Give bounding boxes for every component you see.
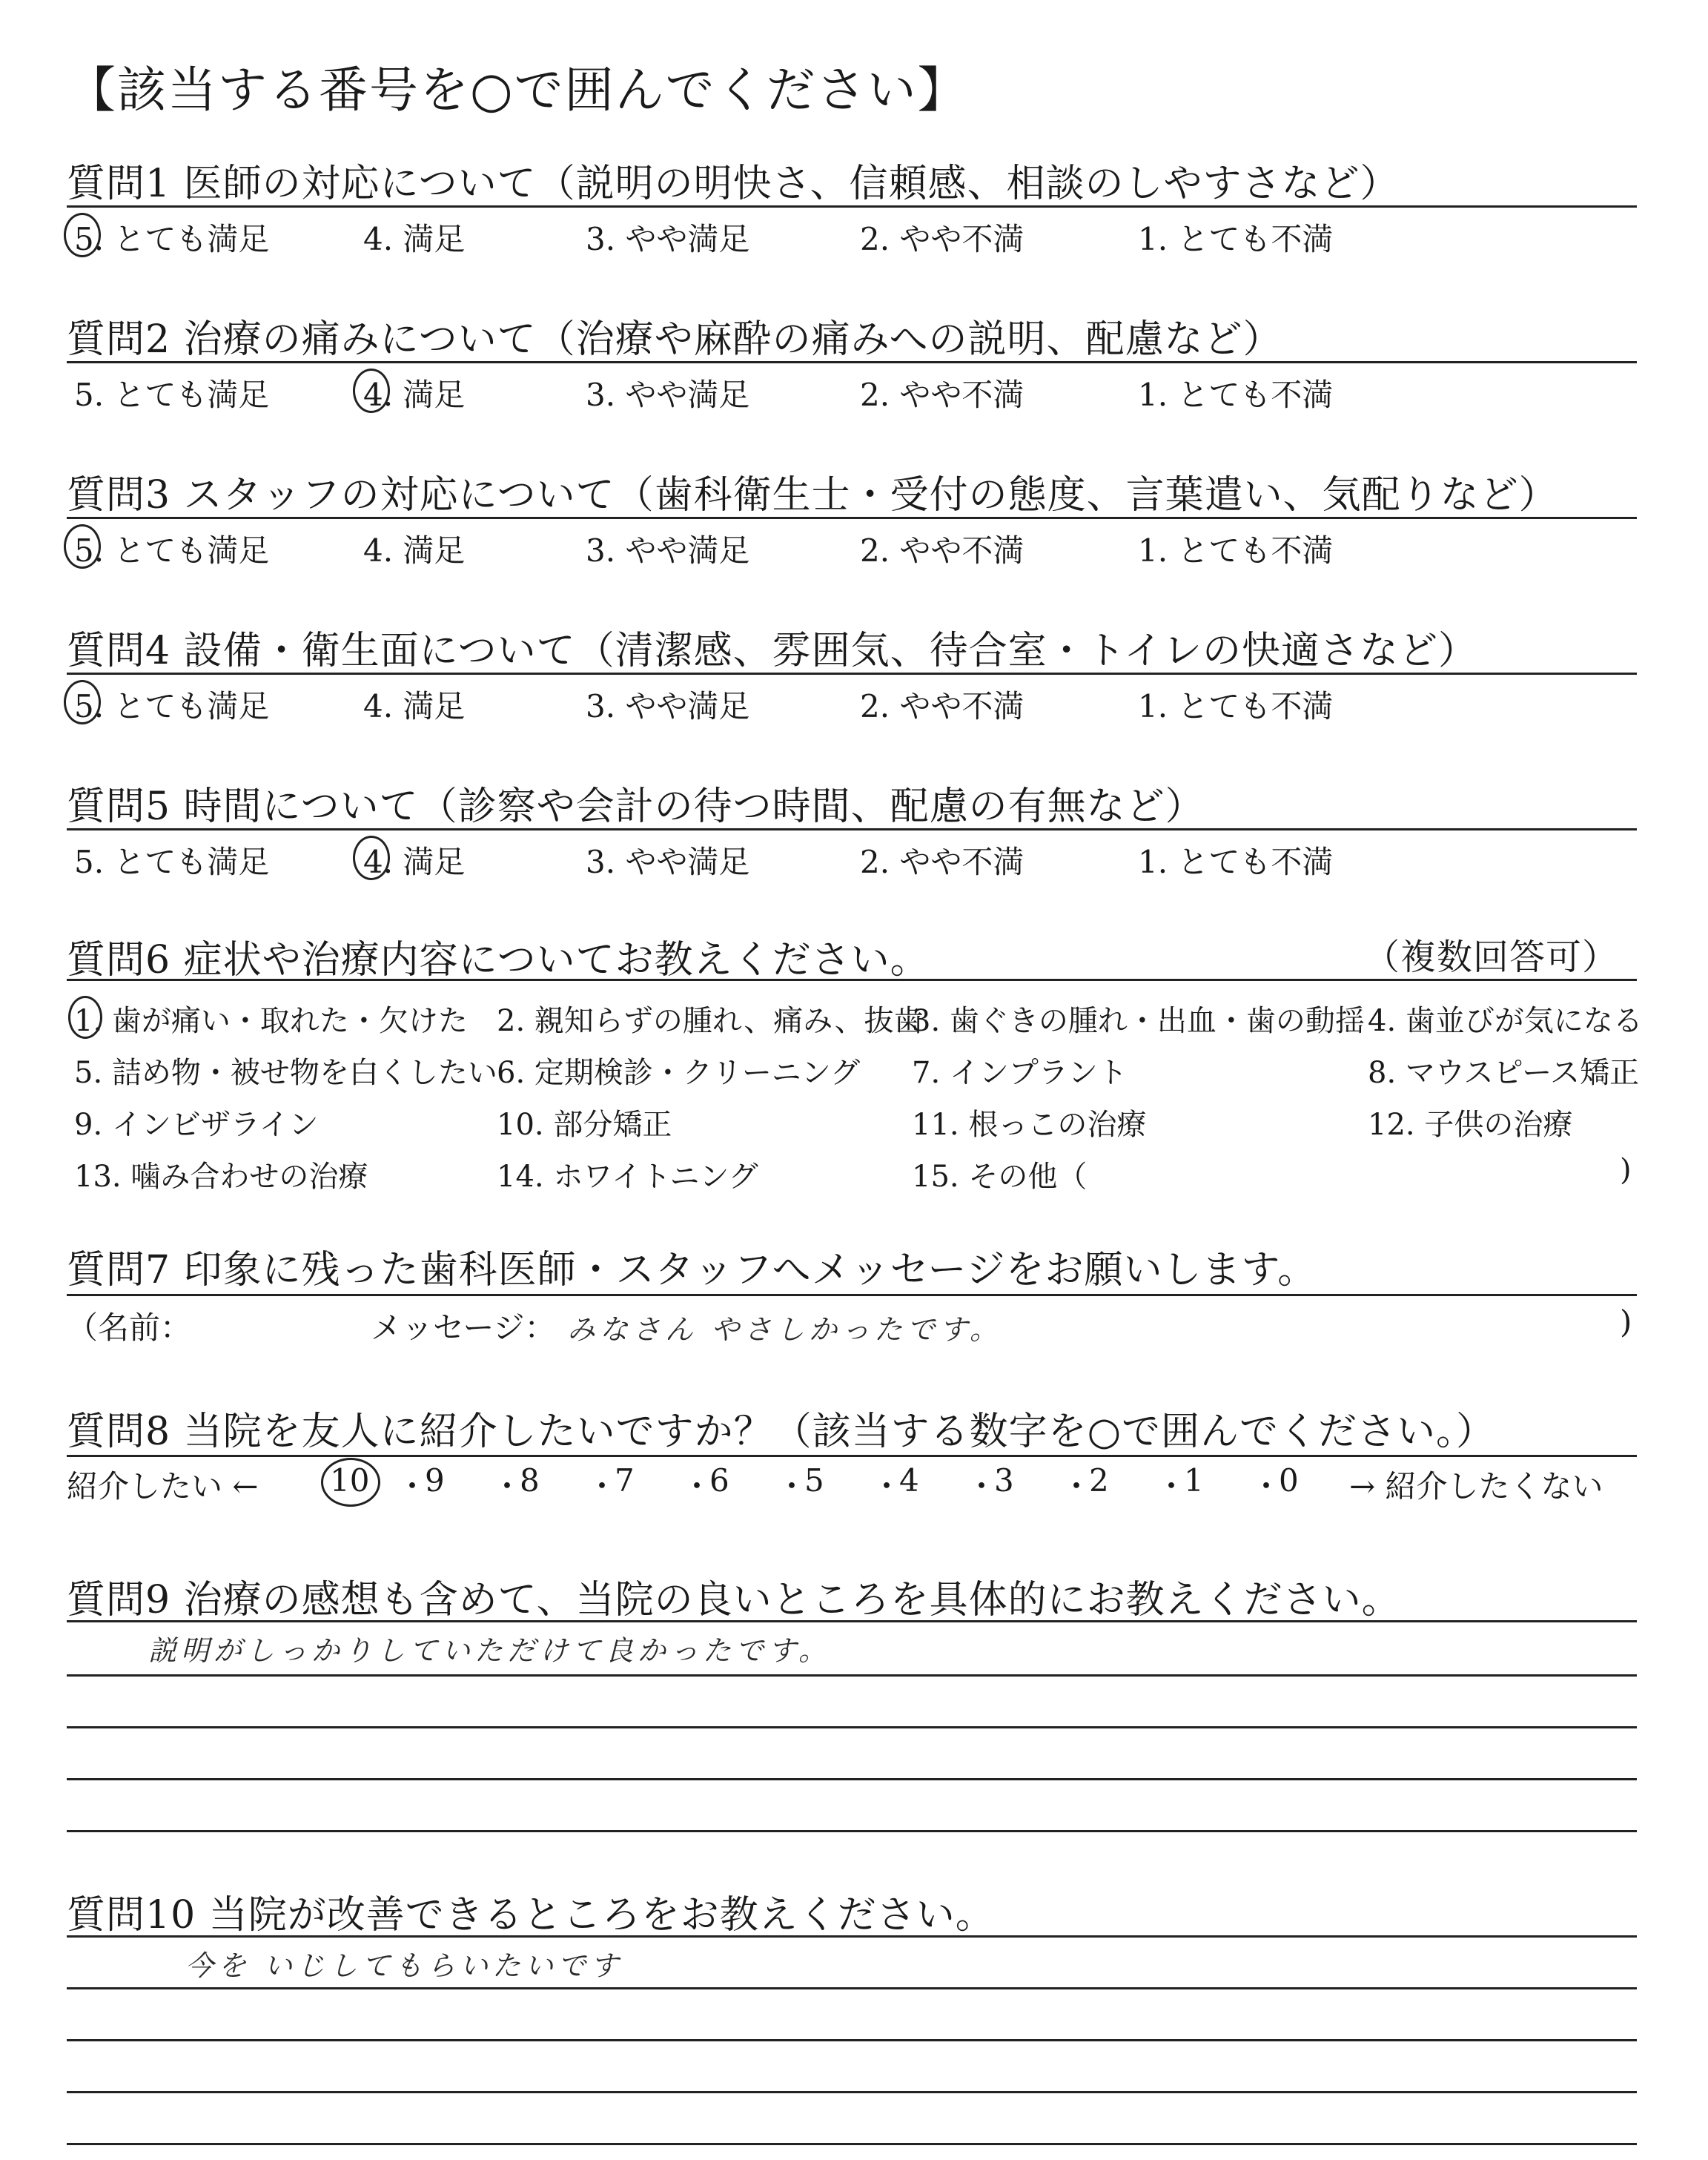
q6-item-11[interactable]: 11. 根っこの治療 — [912, 1108, 1147, 1142]
q8-scale-separator: ・ — [1251, 1468, 1282, 1505]
page-title: 【該当する番号を○で囲んでください】 — [67, 62, 968, 119]
q8-scale-separator: ・ — [1061, 1468, 1093, 1505]
q6-item-2[interactable]: 2. 親知らずの腫れ、痛み、抜歯 — [497, 1004, 924, 1038]
q1-label: 質問1 医師の対応について（説明の明快さ、信頼感、相談のしやすさなど） — [67, 162, 1400, 206]
q6-item-1[interactable]: 1. 歯が痛い・取れた・欠けた — [74, 1004, 468, 1038]
q3-answer-circle — [64, 524, 101, 569]
q6-item-5[interactable]: 5. 詰め物・被せ物を白くしたい — [74, 1056, 497, 1090]
q10-answer-handwritten: 今を いじしてもらいたいです — [185, 1949, 623, 1982]
q9-rule-1 — [67, 1620, 1637, 1622]
q1-option-1[interactable]: 1. とても不満 — [1138, 221, 1334, 257]
q9-rule-5 — [67, 1830, 1637, 1832]
q6-selected-circle — [68, 996, 102, 1039]
q4-answer-circle — [64, 680, 101, 724]
q5-option-5[interactable]: 5. とても満足 — [74, 844, 270, 880]
q3-option-2[interactable]: 2. やや不満 — [860, 532, 1025, 569]
q1-answer-circle — [64, 213, 101, 257]
q2-rule — [67, 361, 1637, 363]
q8-scale-8[interactable]: 8 — [520, 1462, 540, 1499]
q3-option-5[interactable]: 5. とても満足 — [74, 532, 270, 569]
q6-item-4[interactable]: 4. 歯並びが気になる — [1368, 1004, 1643, 1038]
q3-option-3[interactable]: 3. やや満足 — [586, 532, 750, 569]
q1-rule — [67, 205, 1637, 208]
q9-rule-4 — [67, 1778, 1637, 1780]
q9-label: 質問9 治療の感想も含めて、当院の良いところを具体的にお教えください。 — [67, 1578, 1401, 1622]
q1-option-3[interactable]: 3. やや満足 — [586, 221, 750, 257]
q9-answer-handwritten: 説明がしっかりしていただけて良かったです。 — [148, 1634, 831, 1667]
q8-scale-separator: ・ — [681, 1468, 713, 1505]
q6-item-9[interactable]: 9. インビザライン — [74, 1108, 319, 1142]
q6-item-3[interactable]: 3. 歯ぐきの腫れ・出血・歯の動揺 — [912, 1004, 1365, 1038]
q6-item-8[interactable]: 8. マウスピース矯正 — [1368, 1056, 1640, 1090]
q8-scale-10[interactable]: 10 — [330, 1462, 370, 1499]
q9-rule-2 — [67, 1674, 1637, 1677]
q6-note: （複数回答可） — [1364, 937, 1619, 978]
q3-rule — [67, 517, 1637, 519]
q1-option-4[interactable]: 4. 満足 — [363, 221, 466, 257]
q3-label: 質問3 スタッフの対応について（歯科衛生士・受付の態度、言葉遣い、気配りなど） — [67, 473, 1558, 518]
q4-option-4[interactable]: 4. 満足 — [363, 688, 466, 724]
q5-option-2[interactable]: 2. やや不満 — [860, 844, 1025, 880]
q6-item-14[interactable]: 14. ホワイトニング — [497, 1160, 758, 1194]
q8-scale-5[interactable]: 5 — [804, 1462, 824, 1499]
q8-label: 質問8 当院を友人に紹介したいですか？（該当する数字を○で囲んでください。） — [67, 1410, 1495, 1454]
q10-rule-3 — [67, 2039, 1637, 2041]
q8-answer-circle — [321, 1458, 380, 1507]
q5-rule — [67, 828, 1637, 830]
q8-scale-3[interactable]: 3 — [994, 1462, 1014, 1499]
q10-rule-1 — [67, 1935, 1637, 1938]
q8-scale-separator: ・ — [966, 1468, 998, 1505]
q2-option-2[interactable]: 2. やや不満 — [860, 377, 1025, 413]
q7-rule — [67, 1294, 1637, 1296]
q8-scale-separator: ・ — [586, 1468, 618, 1505]
q8-scale-separator: ・ — [871, 1468, 903, 1505]
q6-item-15[interactable]: 15. その他（ — [912, 1160, 1088, 1194]
q7-message-label: メッセージ： — [371, 1309, 556, 1346]
q8-scale-separator: ・ — [397, 1468, 428, 1505]
q8-scale-separator: ・ — [491, 1468, 523, 1505]
q6-item-7[interactable]: 7. インプラント — [912, 1056, 1128, 1090]
q8-scale-separator: ・ — [1156, 1468, 1188, 1505]
q6-rule — [67, 979, 1637, 981]
q4-rule — [67, 673, 1637, 675]
q3-option-4[interactable]: 4. 満足 — [363, 532, 466, 569]
q2-answer-circle — [353, 369, 390, 413]
q8-right-label: → 紹介したくない — [1349, 1468, 1603, 1505]
q4-option-5[interactable]: 5. とても満足 — [74, 688, 270, 724]
q8-scale-4[interactable]: 4 — [899, 1462, 919, 1499]
q9-rule-3 — [67, 1726, 1637, 1728]
q8-scale-9[interactable]: 9 — [425, 1462, 445, 1499]
q5-option-3[interactable]: 3. やや満足 — [586, 844, 750, 880]
q8-rule — [67, 1455, 1637, 1457]
q10-rule-5 — [67, 2143, 1637, 2145]
q5-option-1[interactable]: 1. とても不満 — [1138, 844, 1334, 880]
q7-label: 質問7 印象に残った歯科医師・スタッフへメッセージをお願いします。 — [67, 1248, 1317, 1292]
q10-rule-4 — [67, 2091, 1637, 2093]
q1-option-5[interactable]: 5. とても満足 — [74, 221, 270, 257]
q2-option-5[interactable]: 5. とても満足 — [74, 377, 270, 413]
q10-rule-2 — [67, 1987, 1637, 1989]
q6-item-10[interactable]: 10. 部分矯正 — [497, 1108, 672, 1142]
q5-label: 質問5 時間について（診察や会計の待つ時間、配慮の有無など） — [67, 785, 1205, 829]
q4-option-1[interactable]: 1. とても不満 — [1138, 688, 1334, 724]
q10-label: 質問10 当院が改善できるところをお教えください。 — [67, 1893, 995, 1938]
q6-item-13[interactable]: 13. 噛み合わせの治療 — [74, 1160, 368, 1194]
q2-option-4[interactable]: 4. 満足 — [363, 377, 466, 413]
q6-item-6[interactable]: 6. 定期検診・クリーニング — [497, 1056, 861, 1090]
q2-label: 質問2 治療の痛みについて（治療や麻酔の痛みへの説明、配慮など） — [67, 317, 1282, 362]
q2-option-1[interactable]: 1. とても不満 — [1138, 377, 1334, 413]
q8-scale-7[interactable]: 7 — [615, 1462, 635, 1499]
q2-option-3[interactable]: 3. やや満足 — [586, 377, 750, 413]
q5-option-4[interactable]: 4. 満足 — [363, 844, 466, 880]
q8-scale-1[interactable]: 1 — [1184, 1462, 1204, 1499]
q6-item-12[interactable]: 12. 子供の治療 — [1368, 1108, 1573, 1142]
q7-close-paren: ) — [1620, 1304, 1632, 1340]
q4-option-2[interactable]: 2. やや不満 — [860, 688, 1025, 724]
q8-scale-2[interactable]: 2 — [1089, 1462, 1109, 1499]
q3-option-1[interactable]: 1. とても不満 — [1138, 532, 1334, 569]
q8-scale-separator: ・ — [776, 1468, 808, 1505]
q1-option-2[interactable]: 2. やや不満 — [860, 221, 1025, 257]
q4-label: 質問4 設備・衛生面について（清潔感、雰囲気、待合室・トイレの快適さなど） — [67, 629, 1477, 673]
q8-scale-6[interactable]: 6 — [709, 1462, 729, 1499]
q8-left-label: 紹介したい ← — [67, 1468, 259, 1505]
q6-other-close-paren: ) — [1620, 1153, 1632, 1187]
q6-label: 質問6 症状や治療内容についてお教えください。 — [67, 938, 930, 982]
q5-answer-circle — [353, 836, 390, 880]
q7-message-handwritten: みなさん やさしかったです。 — [567, 1313, 1003, 1346]
q8-scale-0[interactable]: 0 — [1279, 1462, 1299, 1499]
q4-option-3[interactable]: 3. やや満足 — [586, 688, 750, 724]
q7-name-label: （名前： — [67, 1309, 192, 1346]
